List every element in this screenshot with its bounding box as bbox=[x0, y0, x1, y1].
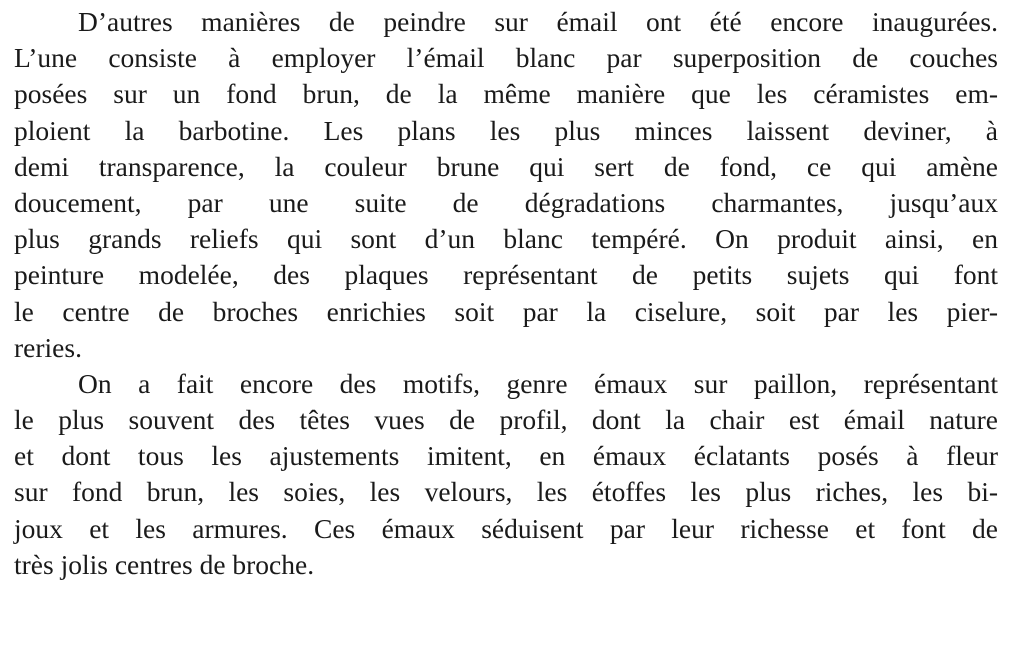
text-line: On a fait encore des motifs, genre émaux sur paillon, représentant bbox=[78, 367, 998, 399]
text-line: reries. bbox=[14, 331, 82, 363]
paragraph-1 bbox=[14, 4, 998, 366]
text-line: sur fond brun, les soies, les velours, les étoffes les plus riches, les bi- bbox=[14, 476, 998, 508]
paragraph-2 bbox=[14, 366, 998, 583]
text-line: très jolis centres de broche. bbox=[14, 548, 315, 580]
text-line: le plus souvent des têtes vues de profil, dont la chair est émail nature bbox=[14, 404, 998, 436]
text-line: joux et les armures. Ces émaux séduisent par leur richesse et font de bbox=[14, 512, 998, 544]
text-line: peinture modelée, des plaques représentant de petits sujets qui font bbox=[14, 259, 998, 291]
text-line: demi transparence, la couleur brune qui sert de fond, ce qui amène bbox=[14, 150, 998, 182]
text-line: doucement, par une suite de dégradations charmantes, jusqu’aux bbox=[14, 186, 998, 218]
text-line: L’une consiste à employer l’émail blanc par superposition de couches bbox=[14, 42, 998, 74]
text-line: et dont tous les ajustements imitent, en émaux éclatants posés à fleur bbox=[14, 440, 998, 472]
text-line: D’autres manières de peindre sur émail ont été encore inaugurées. bbox=[78, 6, 998, 37]
text-line: le centre de broches enrichies soit par la ciselure, soit par les pier- bbox=[14, 295, 998, 327]
text-line: posées sur un fond brun, de la même manière que les céramistes em- bbox=[14, 78, 998, 110]
text-line: ploient la barbotine. Les plans les plus minces laissent deviner, à bbox=[14, 114, 998, 146]
document-page bbox=[14, 4, 998, 583]
text-line: plus grands reliefs qui sont d’un blanc tempéré. On produit ainsi, en bbox=[14, 223, 998, 255]
